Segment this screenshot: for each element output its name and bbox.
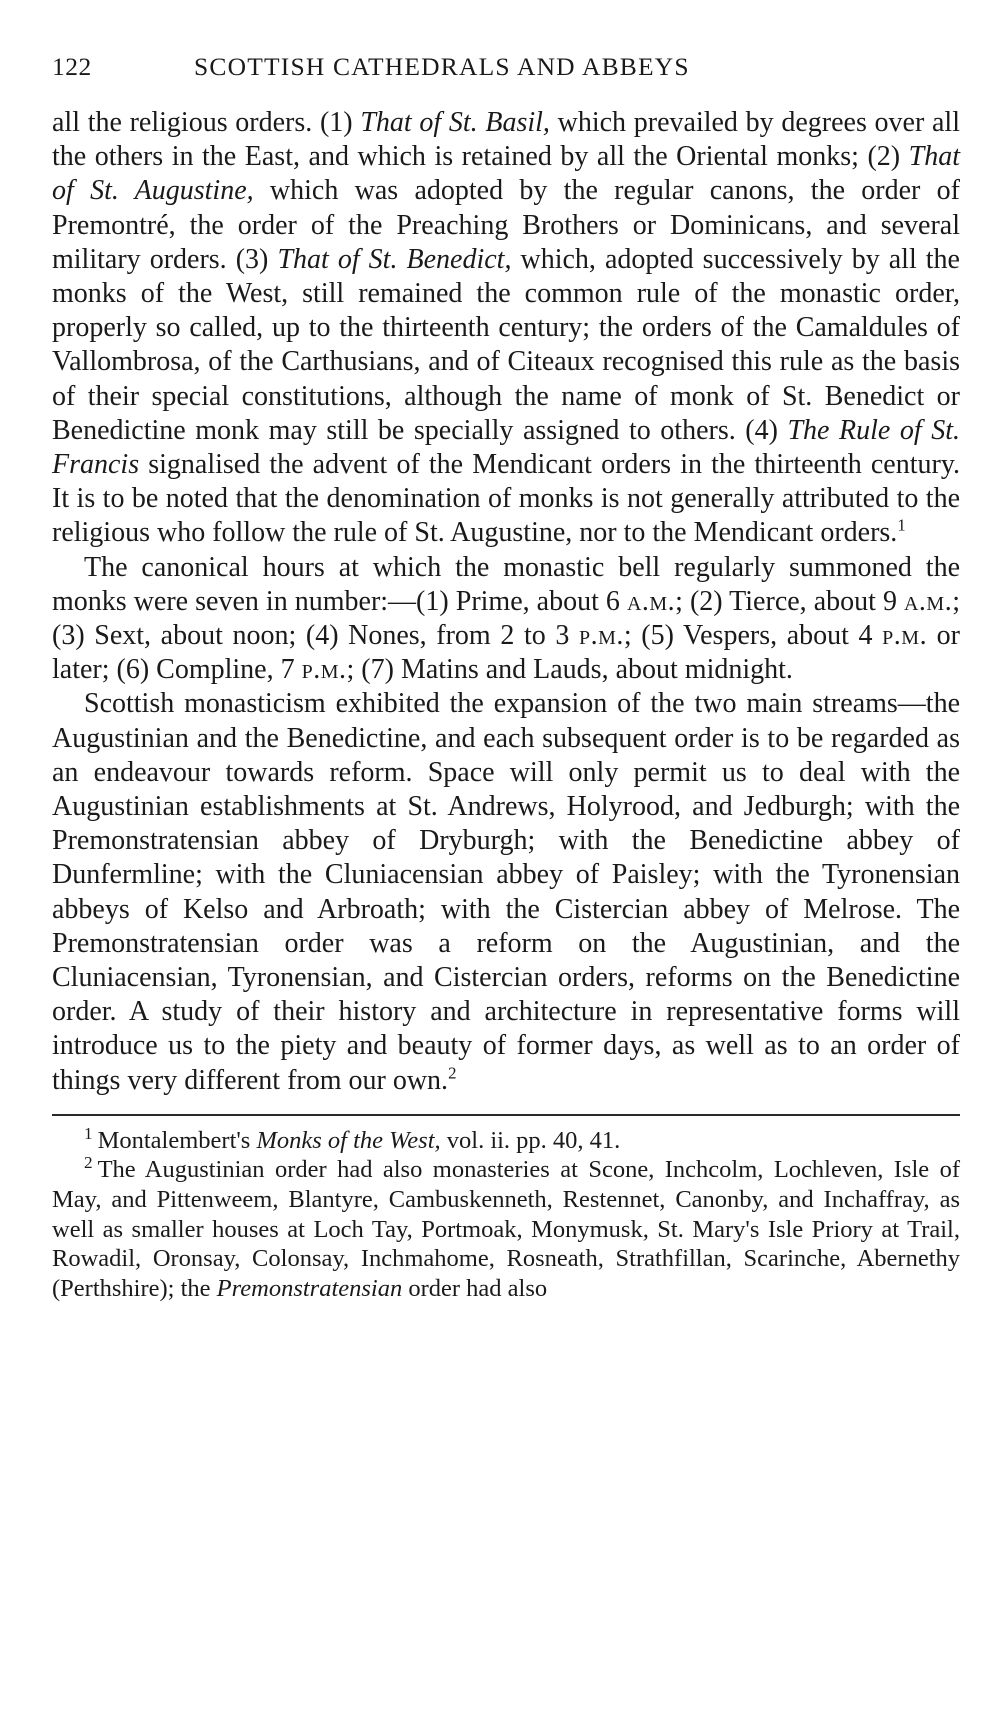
footnote-marker: 2	[84, 1153, 93, 1173]
text-run: ; (7) Matins and Lauds, about midnight.	[346, 654, 793, 686]
italic-run: Monks of the West,	[256, 1126, 441, 1154]
page-number: 122	[52, 52, 92, 81]
time-abbrev: a.m.	[626, 585, 676, 617]
paragraph-scottish-monasticism	[52, 687, 960, 1097]
italic-run: That of St. Benedict,	[277, 243, 512, 275]
footnote-2	[52, 1155, 960, 1303]
body-text	[52, 106, 960, 1098]
text-run: Scottish monasticism exhibited the expansion of the two main streams—the Augustinian and the Benedictine, and each subsequent order is to be regarded as an endeavour towards reform. Space will only permit us to deal with the Augustinian establishments at St. Andrews, Holyrood, and Jedburgh; with the Premonstratensian abbey of Dryburgh; with the Benedictine abbey of Dunfermline; with the Cluniacensian abbey of Paisley; with the Tyronensian abbeys of Kelso and Arbroath; with the Cistercian abbey of Melrose. The Premonstratensian order was a reform on the Augustinian, and the Cluniacensian, Tyronensian, and Cistercian orders, reforms on the Benedictine order. A study of their history and architecture in representative forms will introduce us to the piety and beauty of former days, as well as to an order of things very different from our own.	[52, 688, 960, 1096]
text-run: all the religious orders. (1)	[52, 107, 361, 138]
text-run: or later; (6) Compline, 7	[52, 620, 960, 686]
time-abbrev: p.m.	[882, 620, 928, 652]
text-run: which was adopted by the regular canons, the order of Premontré, the order of the Preaching Brothers or Dominicans, and several military orders. (3)	[52, 175, 960, 275]
footnote-reference-2: 2	[448, 1063, 457, 1083]
footnotes	[52, 1123, 960, 1304]
time-abbrev: p.m.	[578, 620, 624, 652]
italic-run: The Rule of St. Francis	[52, 414, 961, 481]
italic-run: That of St. Basil,	[360, 107, 550, 138]
text-run: ; (2) Tierce, about 9	[675, 585, 904, 617]
text-run: which, adopted successively by all the monks of the West, still remained the common rule of the monastic order, properly so called, up to the thirteenth century; the orders of the Camaldules of Vallombrosa, of the Carthusians, and of Citeaux recognised this rule as the basis of their special constitutions, although the name of monk of St. Benedict or Benedictine monk may still be specially assigned to others. (4)	[52, 243, 960, 446]
paragraph-religious-orders	[52, 106, 960, 551]
running-head	[52, 52, 960, 92]
italic-run: That of St. Augustine,	[52, 141, 960, 207]
text-run: vol. ii. pp. 40, 41.	[440, 1126, 621, 1154]
paragraph-canonical-hours	[52, 551, 960, 688]
time-abbrev: p.m.	[301, 654, 347, 686]
footnote-1	[52, 1123, 960, 1156]
footnote-reference-1: 1	[897, 516, 906, 536]
text-run: ; (5) Vespers, about 4	[623, 620, 883, 652]
text-run: ; (3) Sext, about noon; (4) Nones, from 2 to 3	[52, 585, 960, 652]
footnote-marker: 1	[84, 1123, 93, 1143]
text-run: which prevailed by degrees over all the others in the East, and which is retained by all the Oriental monks; (2)	[52, 107, 960, 173]
text-run: Montalembert's	[97, 1126, 257, 1154]
text-run: order had also	[402, 1274, 548, 1302]
text-run: The canonical hours at which the monastic bell regularly summoned the monks were seven in number:—(1) Prime, about 6	[52, 551, 960, 617]
italic-run: Premonstratensian	[216, 1274, 403, 1302]
text-run: signalised the advent of the Mendicant orders in the thirteenth century. It is to be noted that the denomination of monks is not generally attributed to the religious who follow the rule of St. Augustine, nor to the Mendicant orders.	[52, 449, 960, 549]
time-abbrev: a.m.	[903, 585, 953, 617]
footnote-divider	[52, 1114, 960, 1116]
text-run: The Augustinian order had also monasteries at Scone, Inchcolm, Lochleven, Isle of May, and Pittenweem, Blantyre, Cambuskenneth, Restennet, Canonby, and Inchaffray, as well as smaller houses at Loch Tay, Portmoak, Monymusk, St. Mary's Isle Priory at Trail, Rowadil, Oronsay, Colonsay, Inchmahome, Rosneath, Strathfillan, Scarinche, Abernethy (Perthshire); the	[52, 1156, 960, 1302]
running-title: SCOTTISH CATHEDRALS AND ABBEYS	[194, 52, 690, 81]
